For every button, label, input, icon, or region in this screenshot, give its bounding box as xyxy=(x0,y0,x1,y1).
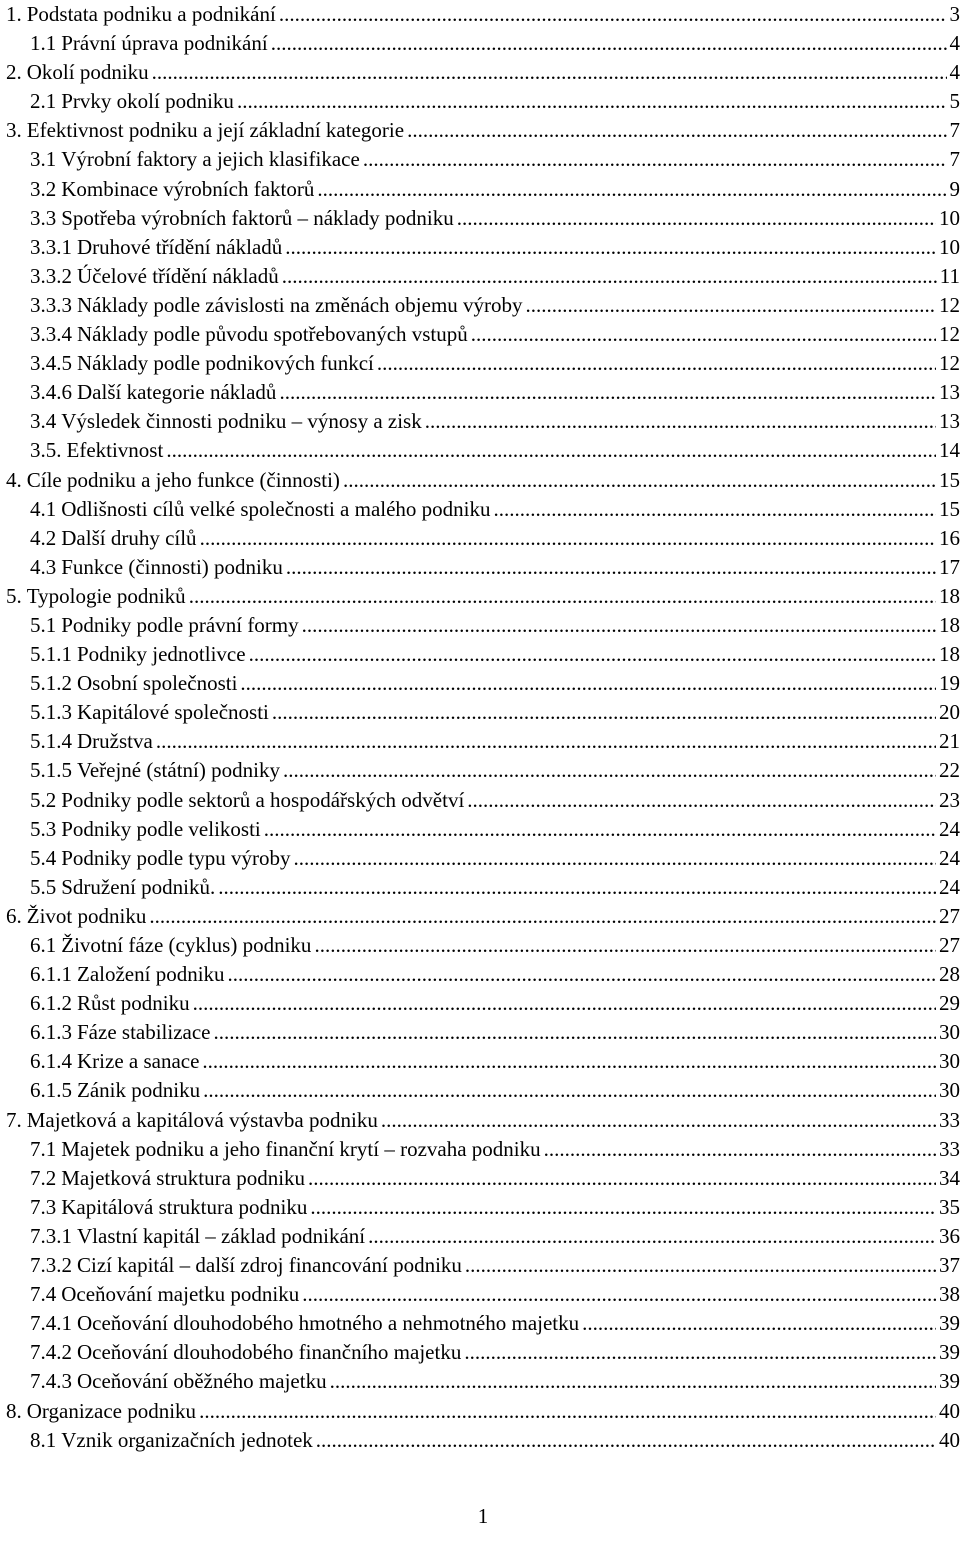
toc-entry-page: 33 xyxy=(939,1107,960,1132)
toc-entry-title: Náklady podle podnikových funkcí xyxy=(77,351,374,376)
toc-dot-leader xyxy=(264,815,936,844)
toc-entry-title: Zánik podniku xyxy=(77,1078,201,1103)
toc-entry-title: Podniky podle sektorů a hospodářských odvětví xyxy=(61,787,465,812)
toc-entry[interactable] xyxy=(6,1164,960,1193)
toc-entry-title: Cizí kapitál – další zdroj financování podniku xyxy=(77,1253,462,1278)
toc-entry-page: 30 xyxy=(939,1049,960,1074)
toc-dot-leader xyxy=(156,727,936,756)
toc-entry-page: 35 xyxy=(939,1194,960,1219)
toc-entry-title: Efektivnost podniku a její základní kategorie xyxy=(26,118,405,143)
toc-dot-leader xyxy=(544,1135,936,1164)
toc-entry-title: Kombinace výrobních faktorů xyxy=(61,176,315,201)
toc-dot-leader xyxy=(407,116,946,145)
toc-dot-leader xyxy=(457,204,936,233)
toc-entry-title: Výsledek činnosti podniku – výnosy a zisk xyxy=(61,409,422,434)
toc-entry-page: 23 xyxy=(939,787,960,812)
toc-dot-leader xyxy=(425,407,936,436)
toc-entry[interactable] xyxy=(6,495,960,524)
toc-entry-title: Další druhy cílů xyxy=(61,525,197,550)
toc-dot-leader xyxy=(526,291,936,320)
toc-entry-number: 6.1.1 xyxy=(30,962,72,987)
toc-entry-number: 7.3.1 xyxy=(30,1223,72,1248)
toc-entry-page: 4 xyxy=(949,31,960,56)
toc-dot-leader xyxy=(302,1280,936,1309)
toc-entry[interactable] xyxy=(6,378,960,407)
toc-entry-number: 5.5 xyxy=(30,874,57,899)
toc-entry-number: 6.1.2 xyxy=(30,991,72,1016)
toc-entry-number: 3.2 xyxy=(30,176,57,201)
toc-entry[interactable] xyxy=(6,698,960,727)
toc-entry[interactable] xyxy=(6,1426,960,1455)
toc-dot-leader xyxy=(330,1367,936,1396)
toc-entry[interactable] xyxy=(6,902,960,931)
toc-entry[interactable] xyxy=(6,1193,960,1222)
toc-entry[interactable] xyxy=(6,1076,960,1105)
toc-entry[interactable] xyxy=(6,1222,960,1251)
toc-entry-page: 4 xyxy=(949,60,960,85)
toc-entry-number: 5.1.2 xyxy=(30,671,72,696)
toc-entry-number: 7.2 xyxy=(30,1165,57,1190)
toc-entry-page: 19 xyxy=(939,671,960,696)
toc-entry[interactable] xyxy=(6,1018,960,1047)
toc-entry[interactable] xyxy=(6,204,960,233)
toc-entry-title: Život podniku xyxy=(26,903,147,928)
toc-entry-number: 4.2 xyxy=(30,525,57,550)
toc-entry-title: Majetková a kapitálová výstavba podniku xyxy=(26,1107,378,1132)
toc-entry-title: Družstva xyxy=(77,729,153,754)
toc-dot-leader xyxy=(316,1426,936,1455)
toc-entry-page: 18 xyxy=(939,583,960,608)
toc-entry[interactable] xyxy=(6,1135,960,1164)
toc-dot-leader xyxy=(471,320,936,349)
toc-entry-number: 3.3.4 xyxy=(30,322,72,347)
toc-entry-page: 40 xyxy=(939,1398,960,1423)
toc-entry-page: 24 xyxy=(939,816,960,841)
toc-entry[interactable] xyxy=(6,815,960,844)
toc-entry-number: 7.3 xyxy=(30,1194,57,1219)
toc-dot-leader xyxy=(286,553,936,582)
toc-entry[interactable] xyxy=(6,1106,960,1135)
toc-entry-title: Vznik organizačních jednotek xyxy=(61,1427,313,1452)
toc-entry-number: 7.1 xyxy=(30,1136,57,1161)
toc-entry-title: Podniky jednotlivce xyxy=(77,642,246,667)
toc-dot-leader xyxy=(363,145,947,174)
toc-entry-page: 21 xyxy=(939,729,960,754)
toc-entry-page: 10 xyxy=(939,205,960,230)
toc-entry-number: 3.5. xyxy=(30,438,62,463)
toc-dot-leader xyxy=(228,960,936,989)
toc-entry-title: Organizace podniku xyxy=(26,1398,197,1423)
toc-entry-number: 7.4.3 xyxy=(30,1369,72,1394)
toc-entry-number: 3. xyxy=(6,118,22,143)
toc-entry-page: 17 xyxy=(939,554,960,579)
toc-entry[interactable] xyxy=(6,349,960,378)
toc-entry-title: Výrobní faktory a jejich klasifikace xyxy=(61,147,360,172)
toc-entry[interactable] xyxy=(6,145,960,174)
toc-entry-page: 40 xyxy=(939,1427,960,1452)
toc-dot-leader xyxy=(249,640,936,669)
toc-dot-leader xyxy=(294,844,937,873)
toc-entry[interactable] xyxy=(6,466,960,495)
toc-entry[interactable] xyxy=(6,291,960,320)
toc-entry-page: 3 xyxy=(949,2,960,26)
toc-entry[interactable] xyxy=(6,756,960,785)
toc-entry-page: 36 xyxy=(939,1223,960,1248)
toc-entry[interactable] xyxy=(6,116,960,145)
toc-entry-title: Podniky podle typu výroby xyxy=(61,845,291,870)
toc-entry-title: Náklady podle závislosti na změnách objemu výroby xyxy=(77,292,523,317)
toc-entry-number: 4.1 xyxy=(30,496,57,521)
toc-entry[interactable] xyxy=(6,931,960,960)
toc-entry-title: Další kategorie nákladů xyxy=(77,380,277,405)
toc-entry-title: Podstata podniku a podnikání xyxy=(26,2,276,26)
toc-entry-page: 14 xyxy=(939,438,960,463)
toc-dot-leader xyxy=(271,29,947,58)
toc-entry-title: Oceňování dlouhodobého finančního majetku xyxy=(77,1340,462,1365)
toc-entry[interactable] xyxy=(6,524,960,553)
toc-entry-number: 6. xyxy=(6,903,22,928)
toc-entry-number: 3.3.2 xyxy=(30,263,72,288)
toc-entry[interactable] xyxy=(6,669,960,698)
toc-entry[interactable] xyxy=(6,1367,960,1396)
toc-entry-title: Sdružení podniků. xyxy=(61,874,216,899)
toc-entry-page: 18 xyxy=(939,612,960,637)
toc-dot-leader xyxy=(368,1222,936,1251)
toc-entry-page: 33 xyxy=(939,1136,960,1161)
toc-entry-title: Prvky okolí podniku xyxy=(61,89,234,114)
toc-entry-title: Typologie podniků xyxy=(26,583,186,608)
toc-dot-leader xyxy=(283,756,936,785)
toc-entry-page: 12 xyxy=(939,292,960,317)
toc-entry-number: 3.3 xyxy=(30,205,57,230)
toc-entry-title: Vlastní kapitál – základ podnikání xyxy=(77,1223,366,1248)
toc-entry[interactable] xyxy=(6,611,960,640)
toc-dot-leader xyxy=(149,902,936,931)
toc-dot-leader xyxy=(377,349,936,378)
toc-entry-title: Kapitálová struktura podniku xyxy=(61,1194,308,1219)
toc-entry-title: Podniky podle velikosti xyxy=(61,816,261,841)
toc-entry[interactable] xyxy=(6,262,960,291)
toc-dot-leader xyxy=(582,1309,936,1338)
toc-entry-page: 10 xyxy=(939,234,960,259)
toc-entry[interactable] xyxy=(6,786,960,815)
toc-entry-title: Oceňování majetku podniku xyxy=(61,1282,300,1307)
toc-entry-page: 22 xyxy=(939,758,960,783)
toc-entry-page: 20 xyxy=(939,700,960,725)
toc-entry-number: 5.2 xyxy=(30,787,57,812)
toc-entry-page: 24 xyxy=(939,874,960,899)
toc-entry-number: 6.1 xyxy=(30,933,57,957)
toc-dot-leader xyxy=(282,262,937,291)
toc-entry-page: 37 xyxy=(939,1253,960,1278)
toc-dot-leader xyxy=(237,87,947,116)
toc-entry[interactable] xyxy=(6,320,960,349)
toc-entry-title: Spotřeba výrobních faktorů – náklady podniku xyxy=(61,205,454,230)
toc-entry[interactable] xyxy=(6,582,960,611)
table-of-contents xyxy=(6,0,960,1455)
toc-entry[interactable] xyxy=(6,0,960,29)
toc-entry-number: 7.4.2 xyxy=(30,1340,72,1365)
toc-dot-leader xyxy=(464,1338,936,1367)
toc-entry-number: 3.4.6 xyxy=(30,380,72,405)
toc-dot-leader xyxy=(218,873,936,902)
toc-entry-page: 27 xyxy=(939,933,960,957)
toc-entry-number: 4. xyxy=(6,467,22,492)
toc-entry-page: 9 xyxy=(949,176,960,201)
toc-entry[interactable] xyxy=(6,989,960,1018)
toc-dot-leader xyxy=(467,786,936,815)
toc-entry-number: 5.4 xyxy=(30,845,57,870)
toc-entry-number: 6.1.4 xyxy=(30,1049,72,1074)
toc-entry-page: 30 xyxy=(939,1078,960,1103)
toc-entry-title: Fáze stabilizace xyxy=(77,1020,211,1045)
toc-dot-leader xyxy=(202,1047,936,1076)
toc-dot-leader xyxy=(343,466,936,495)
toc-entry-page: 15 xyxy=(939,467,960,492)
toc-dot-leader xyxy=(494,495,936,524)
toc-entry-page: 5 xyxy=(949,89,960,114)
toc-entry[interactable] xyxy=(6,175,960,204)
toc-entry-number: 5.1.1 xyxy=(30,642,72,667)
toc-entry-number: 2.1 xyxy=(30,89,57,114)
toc-dot-leader xyxy=(166,436,936,465)
toc-entry-title: Veřejné (státní) podniky xyxy=(77,758,280,783)
toc-entry-page: 38 xyxy=(939,1282,960,1307)
toc-entry-title: Růst podniku xyxy=(77,991,190,1016)
toc-dot-leader xyxy=(279,0,947,29)
toc-dot-leader xyxy=(200,524,936,553)
toc-entry-number: 8. xyxy=(6,1398,22,1423)
toc-entry-page: 16 xyxy=(939,525,960,550)
toc-entry-number: 8.1 xyxy=(30,1427,57,1452)
toc-entry-number: 6.1.3 xyxy=(30,1020,72,1045)
toc-entry-number: 3.4 xyxy=(30,409,57,434)
toc-entry-page: 29 xyxy=(939,991,960,1016)
toc-dot-leader xyxy=(193,989,936,1018)
toc-dot-leader xyxy=(152,58,947,87)
toc-entry-page: 12 xyxy=(939,351,960,376)
toc-dot-leader xyxy=(285,233,936,262)
toc-entry-page: 39 xyxy=(939,1369,960,1394)
toc-entry-title: Cíle podniku a jeho funkce (činnosti) xyxy=(26,467,340,492)
toc-entry[interactable] xyxy=(6,87,960,116)
toc-entry[interactable] xyxy=(6,233,960,262)
toc-entry-number: 3.4.5 xyxy=(30,351,72,376)
toc-entry-title: Okolí podniku xyxy=(26,60,149,85)
toc-entry-title: Funkce (činnosti) podniku xyxy=(61,554,283,579)
toc-entry[interactable] xyxy=(6,436,960,465)
toc-entry-page: 7 xyxy=(949,147,960,172)
toc-entry[interactable] xyxy=(6,58,960,87)
toc-entry[interactable] xyxy=(6,727,960,756)
toc-dot-leader xyxy=(272,698,936,727)
toc-entry-number: 6.1.5 xyxy=(30,1078,72,1103)
toc-dot-leader xyxy=(240,669,936,698)
toc-entry-number: 7.3.2 xyxy=(30,1253,72,1278)
toc-entry[interactable] xyxy=(6,553,960,582)
toc-entry[interactable] xyxy=(6,1309,960,1338)
toc-entry-page: 18 xyxy=(939,642,960,667)
toc-entry-title: Účelové třídění nákladů xyxy=(77,263,279,288)
toc-entry-number: 5.1.4 xyxy=(30,729,72,754)
toc-entry-title: Oceňování dlouhodobého hmotného a nehmotného majetku xyxy=(77,1311,580,1336)
toc-entry-page: 27 xyxy=(939,903,960,928)
toc-entry-title: Oceňování oběžného majetku xyxy=(77,1369,327,1394)
toc-entry-title: Životní fáze (cyklus) podniku xyxy=(61,933,312,957)
toc-entry[interactable] xyxy=(6,873,960,902)
toc-dot-leader xyxy=(214,1018,936,1047)
toc-entry[interactable] xyxy=(6,1338,960,1367)
toc-entry-page: 13 xyxy=(939,380,960,405)
page-number: 1 xyxy=(477,1504,489,1528)
toc-entry-number: 7.4 xyxy=(30,1282,57,1307)
toc-entry-page: 15 xyxy=(939,496,960,521)
toc-entry-number: 5.1.3 xyxy=(30,700,72,725)
toc-entry-title: Odlišnosti cílů velké společnosti a malého podniku xyxy=(61,496,491,521)
toc-entry-title: Druhové třídění nákladů xyxy=(77,234,283,259)
toc-dot-leader xyxy=(203,1076,936,1105)
toc-entry-number: 5.1 xyxy=(30,612,57,637)
toc-entry[interactable] xyxy=(6,1397,960,1426)
toc-entry-page: 34 xyxy=(939,1165,960,1190)
toc-entry-title: Právní úprava podnikání xyxy=(61,31,268,56)
toc-entry-number: 1. xyxy=(6,2,22,26)
toc-dot-leader xyxy=(302,611,936,640)
toc-entry-title: Krize a sanace xyxy=(77,1049,200,1074)
toc-entry-number: 5.3 xyxy=(30,816,57,841)
toc-entry[interactable] xyxy=(6,640,960,669)
toc-entry-number: 3.3.3 xyxy=(30,292,72,317)
toc-dot-leader xyxy=(317,175,946,204)
toc-entry-page: 13 xyxy=(939,409,960,434)
toc-entry-title: Náklady podle původu spotřebovaných vstupů xyxy=(77,322,468,347)
toc-entry[interactable] xyxy=(6,407,960,436)
toc-dot-leader xyxy=(308,1164,936,1193)
toc-entry-number: 1.1 xyxy=(30,31,57,56)
toc-entry[interactable] xyxy=(6,1280,960,1309)
toc-entry-number: 5. xyxy=(6,583,22,608)
toc-entry-title: Majetková struktura podniku xyxy=(61,1165,306,1190)
toc-entry-page: 24 xyxy=(939,845,960,870)
toc-entry[interactable] xyxy=(6,29,960,58)
toc-entry-number: 3.1 xyxy=(30,147,57,172)
toc-entry-number: 4.3 xyxy=(30,554,57,579)
toc-entry-page: 12 xyxy=(939,322,960,347)
toc-dot-leader xyxy=(199,1397,936,1426)
toc-entry-page: 7 xyxy=(949,118,960,143)
toc-entry-title: Podniky podle právní formy xyxy=(61,612,299,637)
toc-entry-page: 39 xyxy=(939,1311,960,1336)
toc-entry-number: 7. xyxy=(6,1107,22,1132)
toc-entry-page: 11 xyxy=(939,263,960,288)
toc-entry-number: 5.1.5 xyxy=(30,758,72,783)
toc-dot-leader xyxy=(465,1251,936,1280)
toc-entry[interactable] xyxy=(6,844,960,873)
toc-entry-page: 39 xyxy=(939,1340,960,1365)
toc-entry-title: Založení podniku xyxy=(77,962,225,987)
toc-entry-number: 2. xyxy=(6,60,22,85)
toc-dot-leader xyxy=(310,1193,936,1222)
toc-entry-title: Osobní společnosti xyxy=(77,671,238,696)
toc-dot-leader xyxy=(314,931,936,960)
toc-dot-leader xyxy=(279,378,936,407)
toc-entry[interactable] xyxy=(6,1047,960,1076)
toc-entry-page: 30 xyxy=(939,1020,960,1045)
toc-entry-page: 28 xyxy=(939,962,960,987)
toc-entry-title: Kapitálové společnosti xyxy=(77,700,269,725)
toc-entry[interactable] xyxy=(6,1251,960,1280)
toc-dot-leader xyxy=(189,582,936,611)
toc-entry[interactable] xyxy=(6,960,960,989)
toc-entry-title: Majetek podniku a jeho finanční krytí – rozvaha podniku xyxy=(61,1136,541,1161)
toc-entry-number: 7.4.1 xyxy=(30,1311,72,1336)
toc-entry-number: 3.3.1 xyxy=(30,234,72,259)
toc-dot-leader xyxy=(381,1106,936,1135)
toc-entry-title: Efektivnost xyxy=(66,438,164,463)
